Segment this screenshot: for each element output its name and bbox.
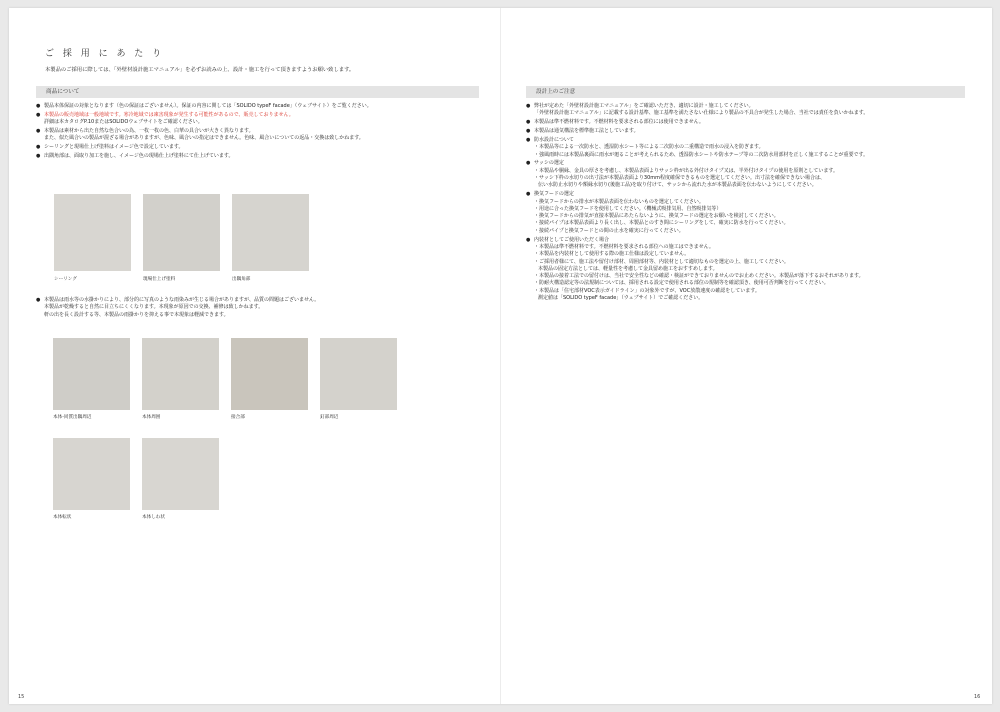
photo-sealing [54, 194, 131, 271]
note-item: ● 本製品は通気構法を標準施工法としています。 [526, 128, 986, 135]
section-band-product [36, 86, 479, 98]
photo-corner-area [53, 338, 130, 410]
note-item: ● 製品本体保証の対象となります（色の保証はございません）。保証の内容に関しては「SOLIDO typeF facade」（ウェブサイト）をご覧ください。 [36, 103, 486, 110]
section-title-design: 設計上のご注意 [536, 89, 576, 95]
caption-joint: 接合部 [231, 415, 245, 420]
photo-nail-area [320, 338, 397, 410]
note-item: ● 本製品は素材から出た自然な色合いの為、一枚一枚の色、白華の具合いが大きく異なります。 また、似た風合いの製品が混ざる場合がありますが、色味、風合いの指定はできません。色味、風合いについての返品・交換は致しかねます。 [36, 128, 486, 143]
lead-text: 本製品のご採用に際しては、「外壁材設計施工マニュアル」を必ずお読みの上、設計・施工を行って頂きますようお願い致します。 [45, 67, 355, 73]
catalog-spread [9, 8, 992, 704]
note-item: ● 防水設計について ・本製品等による一次防水と、透湿防水シート等による二次防水の二重構造で雨水の浸入を防ぎます。 ・強風雨時には本製品裏面に雨水が廻ることが考えられるため、透湿防水シートや防水テープ等の二次防水用部材を正しく施工することが重要です。 [526, 137, 986, 159]
caption-site-paint: 現場仕上げ塗料 [143, 277, 176, 282]
caption-corner-area: 本体-同質出隅周辺 [53, 415, 92, 420]
page-heading: ご 採 用 に あ た り [45, 49, 165, 59]
photo-body-wrinkle [142, 438, 219, 510]
product-notes [36, 103, 486, 162]
warning-text: 本製品の販売地域は一般地域です。寒冷地域では凍害現象が発生する可能性があるので、販売しておりません。 [44, 111, 294, 118]
photo-body-pattern [53, 438, 130, 510]
rain-stain-note [36, 297, 486, 320]
photo-site-paint [143, 194, 220, 271]
page-number-left: 15 [18, 694, 25, 700]
page-divider [500, 8, 501, 704]
caption-body-pattern: 本体転状 [53, 515, 72, 520]
photo-outside-corner [232, 194, 309, 271]
caption-sealing: シーリング [54, 277, 77, 282]
caption-body-surround: 本体周囲 [142, 415, 161, 420]
page-number-right: 16 [974, 694, 981, 700]
note-item: ● サッシの選定 ・本製品や胴縁、金具の厚さを考慮し、本製品表面よりサッシ枠が出る外付けタイプ又は、半外付けタイプの使用を原則としています。 ・サッシ下枠の水切りの出寸法が本製品表面より30mm程度確保できるものを選定してください。出寸法を確保できない場合は、 伝い水防止水切りや額縁水切り(後施工品)を取り付けて、サッシから流れた水が本製品表面を伝わないようにしてください。 [526, 160, 986, 189]
note-item: ● 換気フードの選定 ・換気フードからの排水が本製品表面を伝わないものを選定してください。 ・用途に合った換気フードを使用してください。（機械式吸排気用、自然吸排気等） ・換気フードからの排気が直接本製品にあたらないように、換気フードの選定をお願いを検討してください。 ・接続パイプは本製品表面より長く出し、本製品とのすき間にシーリングをして、確実に防水を行ってください。 ・接続パイプと換気フードとの間の止水を確実に行ってください。 [526, 191, 986, 235]
note-item: ● 本製品は準不燃材料です。不燃材料を要求される部位には使用できません。 [526, 119, 986, 126]
note-item: ● シーリングと現場仕上げ塗料はイメージ色で設定しています。 [36, 144, 486, 151]
caption-outside-corner: 出隅角部 [232, 277, 251, 282]
design-notes [526, 103, 986, 304]
section-band-design [526, 86, 965, 98]
note-item: ● 内装材としてご使用いただく場合 ・本製品は準不燃材料です。不燃材料を要求される部位への施工はできません。 ・本製品を内装材として使用する際の施工仕様は設定していません。 ・ご採用者様にて、施工法や留付け部材、周囲部材等、内装材として適切なものを選定の上、施工してください。 本製品の固定方法としては、軽量性を考慮して金具留め施工をおすすめします。 ・本製品の接着工法での留付けは、当社で安全性などの確認・検証ができておりませんのでお止めください。本製品が落下するおそれがあります。 ・防耐火構造認定等の法規制については、採用される設定で使用される部位の規制等を確認頂き、使用可否判断を行ってください。 ・本製品は「住宅部材VOC表示ガイドライン」の対象外ですが、VOC放散速度の確認をしています。 測定値は「SOLIDO typeF facade」（ウェブサイト）でご確認ください。 [526, 237, 986, 303]
caption-nail-area: 釘部周辺 [320, 415, 339, 420]
note-item: ● 本製品は雨水等の水掛かりにより、部分的に写真のような雨染みが生じる場合がありますが、品質の問題はございません。 本製品が乾燥すると自然に目立ちにくくなります。本現象が原因での交換、補修は致しかねます。 軒の出を長く設計する等、本製品の雨掛かりを抑える事で本現象は軽減できます。 [36, 297, 486, 319]
photo-joint [231, 338, 308, 410]
photo-body-surround [142, 338, 219, 410]
note-item: ● 出隅角部は、面取り加工を施し、イメージ色の現場仕上げ塗料にて仕上げています。 [36, 153, 486, 160]
note-item: ● 弊社が定めた「外壁材設計施工マニュアル」をご確認いただき、適切に設計・施工してください。 「外壁材設計施工マニュアル」に記載する設計基準、施工基準を満たさない仕様により製品の不具合が発生した場合、当社では責任を負いかねます。 [526, 103, 986, 118]
caption-body-wrinkle: 本体しわ状 [142, 515, 165, 520]
note-item: ● 本製品の販売地域は一般地域です。寒冷地域では凍害現象が発生する可能性があるので、販売しておりません。 詳細は本カタログP.10またはSOLIDOウェブサイトをご確認ください。 [36, 112, 486, 127]
section-title-product: 商品について [46, 89, 80, 95]
